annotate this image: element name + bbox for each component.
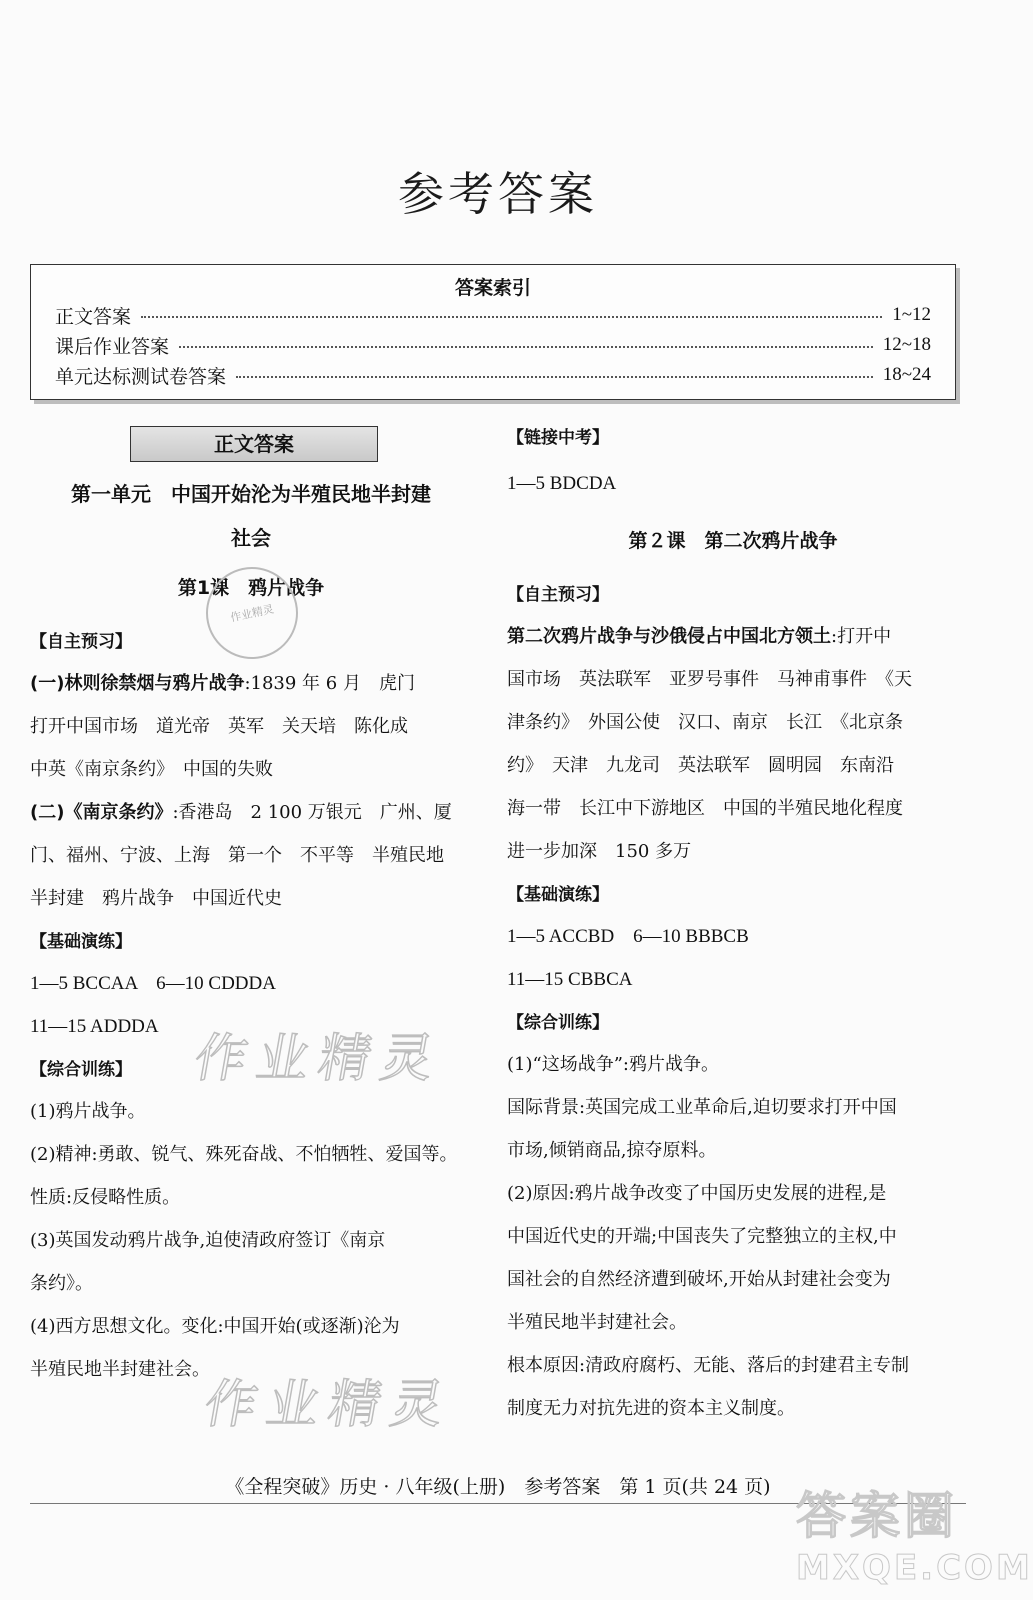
index-item-pages: 12~18 xyxy=(882,334,931,355)
answer-line: 1—5 BDCDA xyxy=(507,473,617,494)
text-line xyxy=(30,791,472,834)
section-banner: 正文答案 xyxy=(130,426,378,462)
answer-line: 1—5 BCCAA 6—10 CDDDA xyxy=(30,973,276,994)
text-line: 国市场 英法联军 亚罗号事件 马神甫事件 《天 xyxy=(507,669,912,690)
text-line: 国社会的自然经济遭到破坏,开始从封建社会变为 xyxy=(507,1269,891,1290)
text-line: 进一步加深 150 多万 xyxy=(507,841,692,862)
para-heading: 第二次鸦片战争与沙俄侵占中国北方领土 xyxy=(507,626,831,647)
text-line: (2)精神:勇敢、锐气、殊死奋战、不怕牺牲、爱国等。 xyxy=(30,1144,458,1165)
index-row[interactable] xyxy=(55,361,931,389)
text-line: (1)鸦片战争。 xyxy=(30,1101,146,1122)
tag-preview: 【自主预习】 xyxy=(507,585,609,605)
text-line: 中英《南京条约》 中国的失败 xyxy=(30,759,273,780)
index-title: 答案索引 xyxy=(454,277,531,299)
text-line: 中国近代史的开端;中国丧失了完整独立的主权,中 xyxy=(507,1226,897,1247)
index-item-pages: 1~12 xyxy=(892,304,931,325)
answer-index-box xyxy=(30,264,956,400)
text-line: 半殖民地半封建社会。 xyxy=(507,1312,687,1333)
lesson-title: 第２课 第二次鸦片战争 xyxy=(628,530,838,552)
right-column xyxy=(507,426,959,1430)
index-row[interactable] xyxy=(55,301,931,329)
text-line: 根本原因:清政府腐朽、无能、落后的封建君主专制 xyxy=(507,1355,910,1376)
para-text: :1839 年 6 月 虎门 xyxy=(244,673,415,694)
text-line: 门、福州、宁波、上海 第一个 不平等 半殖民地 xyxy=(30,845,444,866)
text-line xyxy=(30,662,472,705)
text-line: (1)“这场战争”:鸦片战争。 xyxy=(507,1054,719,1075)
answer-line: 1—5 ACCBD 6—10 BBBCB xyxy=(507,926,749,947)
unit-title-line: 社会 xyxy=(231,526,271,550)
site-logo-watermark xyxy=(796,1476,1033,1588)
answer-line: 11—15 ADDDA xyxy=(30,1016,159,1037)
index-item-label: 单元达标测试卷答案 xyxy=(55,365,227,388)
para-text: :香港岛 2 100 万银元 广州、厦 xyxy=(172,802,452,823)
leader-dots xyxy=(236,376,873,378)
text-line: 津条约》 外国公使 汉口、南京 长江 《北京条 xyxy=(507,712,903,733)
tag-basic: 【基础演练】 xyxy=(30,932,132,952)
paragraph xyxy=(30,662,472,920)
watermark-text: 作业精灵 xyxy=(199,1375,459,1435)
text-line: 条约》。 xyxy=(30,1273,93,1294)
text-line: 市场,倾销商品,掠夺原料。 xyxy=(507,1140,717,1161)
leader-dots xyxy=(179,346,873,348)
tag-preview: 【自主预习】 xyxy=(30,632,132,652)
text-line: 性质:反侵略性质。 xyxy=(30,1187,181,1208)
unit-title-line: 第一单元 中国开始沦为半殖民地半封建 xyxy=(71,482,431,506)
page-footer: 《全程突破》历史 · 八年级(上册) 参考答案 第 1 页(共 24 页) xyxy=(225,1476,771,1498)
logo-url: MXQE.COM xyxy=(796,1548,1033,1588)
leader-dots xyxy=(141,316,882,318)
index-row[interactable] xyxy=(55,331,931,359)
paragraph xyxy=(30,1090,472,1391)
lesson-title: 第1课 鸦片战争 xyxy=(177,577,325,599)
para-heading: (一)林则徐禁烟与鸦片战争 xyxy=(30,673,245,694)
para-heading: (二)《南京条约》 xyxy=(30,802,173,823)
paragraph xyxy=(507,615,959,873)
text-line: (4)西方思想文化。变化:中国开始(或逐渐)沦为 xyxy=(30,1316,400,1337)
text-line: 国际背景:英国完成工业革命后,迫切要求打开中国 xyxy=(507,1097,897,1118)
text-line: 半封建 鸦片战争 中国近代史 xyxy=(30,888,282,909)
stamp-watermark: 作业精灵 xyxy=(197,558,306,667)
index-item-pages: 18~24 xyxy=(882,364,931,385)
unit-title xyxy=(30,472,472,560)
tag-comprehensive: 【综合训练】 xyxy=(30,1060,132,1080)
text-line: 制度无力对抗先进的资本主义制度。 xyxy=(507,1398,795,1419)
index-item-label: 正文答案 xyxy=(55,305,132,328)
index-item-label: 课后作业答案 xyxy=(55,335,170,358)
text-line: (3)英国发动鸦片战争,迫使清政府签订《南京 xyxy=(30,1230,386,1251)
watermark-text: 作业精灵 xyxy=(189,1029,449,1089)
text-line: 打开中国市场 道光帝 英军 关天培 陈化成 xyxy=(30,716,408,737)
text-line: 海一带 长江中下游地区 中国的半殖民地化程度 xyxy=(507,798,903,819)
tag-basic: 【基础演练】 xyxy=(507,885,609,905)
tag-comprehensive: 【综合训练】 xyxy=(507,1013,609,1033)
text-line: 约》 天津 九龙司 英法联军 圆明园 东南沿 xyxy=(507,755,894,776)
page-title: 参考答案 xyxy=(398,167,598,221)
answer-line: 11—15 CBBCA xyxy=(507,969,633,990)
tag-link: 【链接中考】 xyxy=(507,428,609,448)
text-line: (2)原因:鸦片战争改变了中国历史发展的进程,是 xyxy=(507,1183,887,1204)
paragraph xyxy=(507,1043,959,1430)
text-line xyxy=(507,615,959,658)
text-line: 半殖民地半封建社会。 xyxy=(30,1359,210,1380)
logo-text: 答案圈 xyxy=(796,1487,958,1545)
para-text: :打开中 xyxy=(831,626,892,647)
